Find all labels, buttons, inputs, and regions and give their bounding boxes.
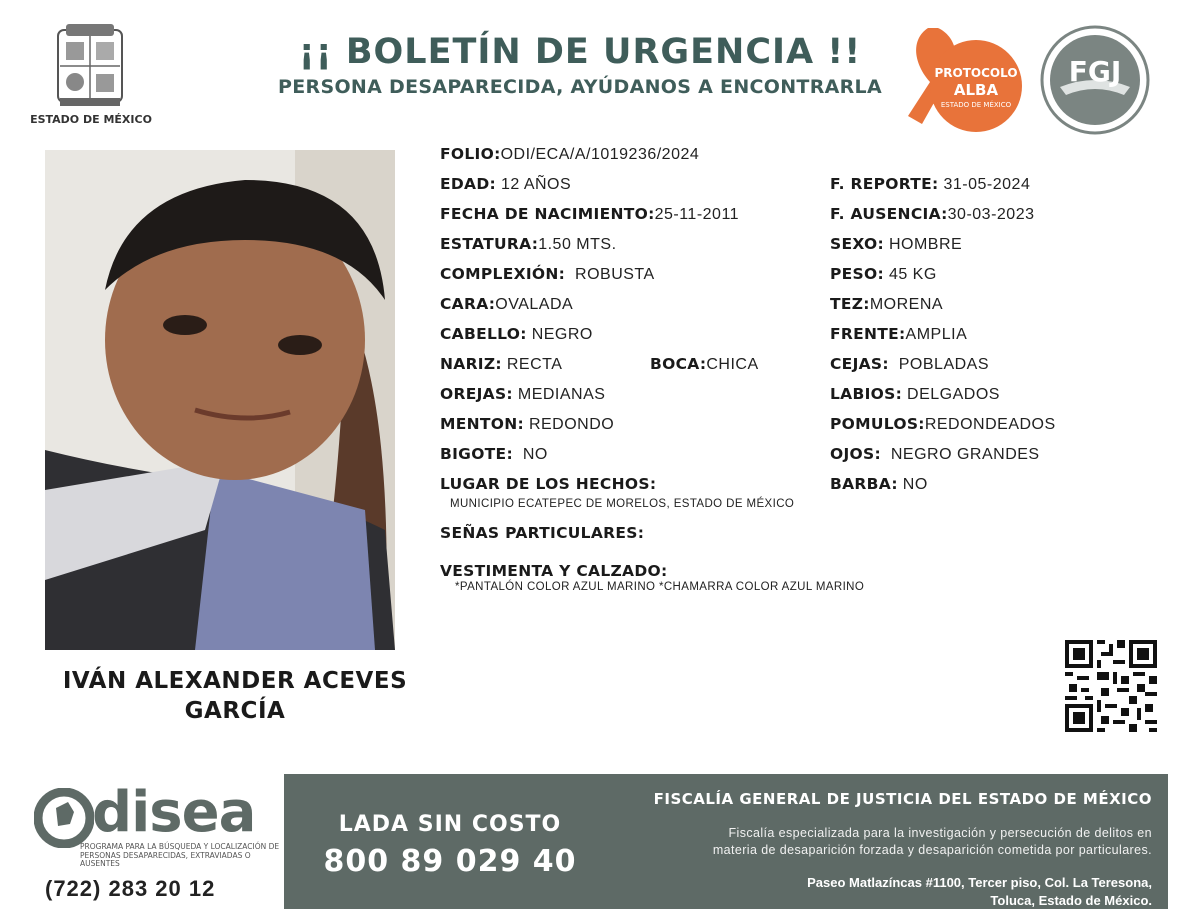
field-complexion: COMPLEXIÓN: ROBUSTA <box>440 265 655 283</box>
estado-de-mexico-coat-of-arms <box>50 20 130 110</box>
fiscalia-title: FISCALÍA GENERAL DE JUSTICIA DEL ESTADO DE MÉXICO <box>653 790 1152 808</box>
address-line-1: Paseo Matlazíncas #1100, Tercer piso, Col. La Teresona, <box>807 875 1152 890</box>
fiscalia-desc-line-2: materia de desaparición forzada y desaparición cometida por particulares. <box>712 843 1152 857</box>
field-ojos: OJOS: NEGRO GRANDES <box>830 445 1040 463</box>
qr-code-icon[interactable] <box>1065 640 1157 732</box>
field-estatura: ESTATURA:1.50 MTS. <box>440 235 617 253</box>
field-vestimenta: VESTIMENTA Y CALZADO: <box>440 562 668 580</box>
odisea-description: PROGRAMA PARA LA BÚSQUEDA Y LOCALIZACIÓN DE PERSONAS DESAPARECIDAS, EXTRAVIADAS O AUSENTES <box>80 842 280 868</box>
field-edad: EDAD: 12 AÑOS <box>440 175 572 193</box>
odisea-brand: disea <box>92 780 256 845</box>
field-vestimenta-value: *PANTALÓN COLOR AZUL MARINO *CHAMARRA COLOR AZUL MARINO <box>455 581 865 593</box>
field-cara: CARA:OVALADA <box>440 295 574 313</box>
protocolo-alba-logo <box>900 20 1032 132</box>
field-ausencia: F. AUSENCIA:30-03-2023 <box>830 205 1035 223</box>
field-barba: BARBA: NO <box>830 475 928 493</box>
missing-person-photo <box>45 150 395 650</box>
field-folio: FOLIO:ODI/ECA/A/1019236/2024 <box>440 145 700 163</box>
fiscalia-description <box>600 825 1152 859</box>
field-nariz: NARIZ: RECTA <box>440 355 563 373</box>
odisea-phone[interactable]: (722) 283 20 12 <box>45 876 216 901</box>
field-peso: PESO: 45 KG <box>830 265 937 283</box>
bulletin-subtitle: PERSONA DESAPARECIDA, AYÚDANOS A ENCONTRARLA <box>278 76 882 98</box>
field-bigote: BIGOTE: NO <box>440 445 548 463</box>
field-cejas: CEJAS: POBLADAS <box>830 355 990 373</box>
alba-line-2: ALBA <box>953 81 999 99</box>
field-menton: MENTON: REDONDO <box>440 415 615 433</box>
address-line-2: Toluca, Estado de México. <box>990 893 1152 908</box>
field-sexo: SEXO: HOMBRE <box>830 235 963 253</box>
field-reporte: F. REPORTE: 31-05-2024 <box>830 175 1031 193</box>
estado-de-mexico-label: ESTADO DE MÉXICO <box>30 113 152 126</box>
fiscalia-address <box>600 874 1152 910</box>
field-lugar-value: MUNICIPIO ECATEPEC DE MORELOS, ESTADO DE MÉXICO <box>450 498 795 510</box>
missing-person-name <box>40 666 430 726</box>
name-line-1: IVÁN ALEXANDER ACEVES <box>62 668 408 694</box>
field-boca: BOCA:CHICA <box>650 355 759 373</box>
field-senas: SEÑAS PARTICULARES: <box>440 524 645 542</box>
lada-phone-number[interactable]: 800 89 029 40 <box>323 844 577 879</box>
fiscalia-desc-line-1: Fiscalía especializada para la investigación y persecución de delitos en <box>728 826 1152 840</box>
lada-sin-costo-label: LADA SIN COSTO <box>338 812 562 837</box>
field-nacimiento: FECHA DE NACIMIENTO:25-11-2011 <box>440 205 740 223</box>
field-frente: FRENTE:AMPLIA <box>830 325 968 343</box>
field-tez: TEZ:MORENA <box>830 295 944 313</box>
field-orejas: OREJAS: MEDIANAS <box>440 385 606 403</box>
fgj-logo <box>1040 25 1150 135</box>
field-lugar: LUGAR DE LOS HECHOS: <box>440 475 657 493</box>
person-portrait-icon <box>45 150 395 650</box>
name-line-2: GARCÍA <box>184 698 286 724</box>
field-cabello: CABELLO: NEGRO <box>440 325 593 343</box>
bulletin-title: ¡¡ BOLETÍN DE URGENCIA !! <box>298 32 862 72</box>
field-pomulos: POMULOS:REDONDEADOS <box>830 415 1056 433</box>
field-labios: LABIOS: DELGADOS <box>830 385 1000 403</box>
fgj-label: FGJ <box>1068 55 1122 88</box>
odisea-map-pin-icon <box>34 788 94 848</box>
alba-line-3: ESTADO DE MÉXICO <box>940 101 1012 109</box>
alba-line-1: PROTOCOLO <box>934 66 1018 80</box>
